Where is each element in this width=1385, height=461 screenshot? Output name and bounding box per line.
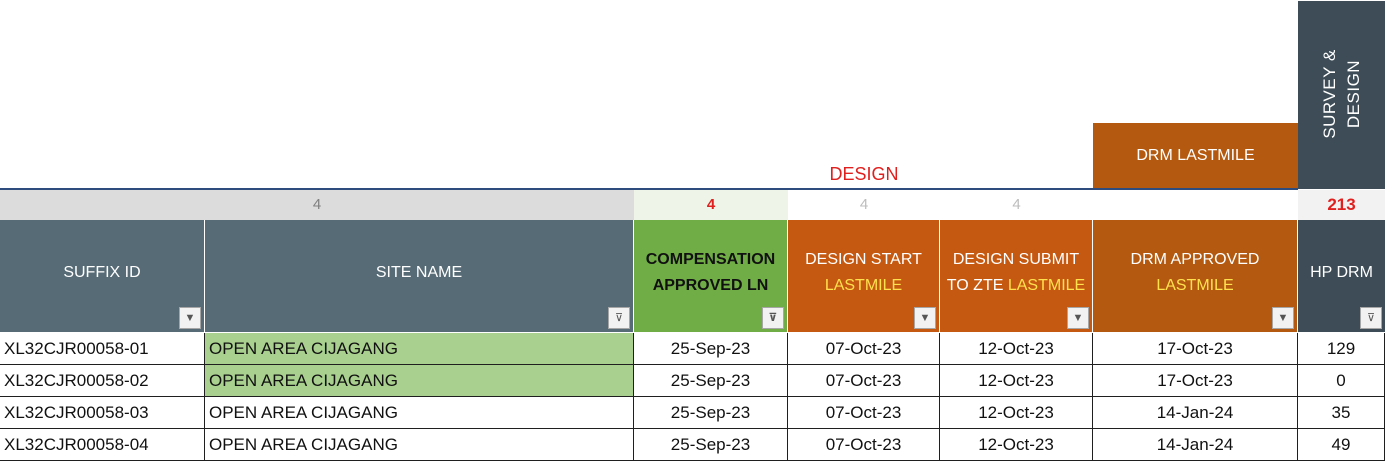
compensation-cell[interactable]: 25-Sep-23 [634, 365, 788, 397]
design-start-header-line2: LASTMILE [824, 277, 903, 294]
compensation-cell[interactable]: 25-Sep-23 [634, 333, 788, 365]
hp-drm-cell[interactable]: 35 [1298, 397, 1385, 429]
filter-dropdown-icon[interactable]: ▼ [179, 307, 201, 329]
column-header-design-submit [940, 220, 1093, 332]
suffix-id-cell[interactable]: XL32CJR00058-01 [0, 333, 205, 365]
design-submit-header-line1: DESIGN SUBMIT [952, 251, 1080, 268]
hp-drm-count: 213 [1298, 190, 1385, 220]
site-name-cell[interactable]: OPEN AREA CIJAGANG [205, 397, 634, 429]
design-start-cell[interactable]: 07-Oct-23 [788, 397, 940, 429]
suffix-id-cell[interactable]: XL32CJR00058-03 [0, 397, 205, 429]
survey-design-group [1298, 1, 1385, 189]
hp-drm-cell[interactable]: 49 [1298, 429, 1385, 461]
column-header-site-name [205, 220, 634, 332]
site-name-cell[interactable]: OPEN AREA CIJAGANG [205, 429, 634, 461]
drm-approved-cell[interactable]: 14-Jan-24 [1093, 397, 1298, 429]
drm-approved-cell[interactable]: 17-Oct-23 [1093, 333, 1298, 365]
suffix-id-cell[interactable]: XL32CJR00058-04 [0, 429, 205, 461]
design-start-cell[interactable]: 07-Oct-23 [788, 429, 940, 461]
design-group-label: DESIGN [788, 160, 940, 190]
site-name-cell[interactable]: OPEN AREA CIJAGANG [205, 333, 634, 365]
design-submit-header-line2a: TO ZTE [946, 277, 1008, 294]
filter-dropdown-icon[interactable]: ▼ [1067, 307, 1089, 329]
design-submit-header-line2 [947, 273, 1085, 299]
table-row [0, 365, 1385, 397]
compensation-cell[interactable]: 25-Sep-23 [634, 397, 788, 429]
filter-active-icon[interactable]: ⊽ [608, 307, 630, 329]
filter-dropdown-icon[interactable]: ▼ [1272, 307, 1294, 329]
compensation-header-line2: APPROVED LN [652, 277, 769, 294]
column-header-hp-drm [1298, 220, 1385, 332]
table-row [0, 333, 1385, 365]
survey-label-line2: DESIGN [1343, 59, 1363, 129]
design-submit-cell[interactable]: 12-Oct-23 [940, 429, 1093, 461]
design-start-cell[interactable]: 07-Oct-23 [788, 333, 940, 365]
design-submit-cell[interactable]: 12-Oct-23 [940, 397, 1093, 429]
table-row [0, 397, 1385, 429]
filter-dropdown-icon[interactable]: ▼ [914, 307, 936, 329]
suffix-id-header-label: SUFFIX ID [63, 264, 141, 281]
table-row [0, 429, 1385, 461]
suffix-count: 4 [0, 190, 634, 220]
column-header-drm-approved [1093, 220, 1298, 332]
column-header-compensation [634, 220, 788, 332]
drm-approved-cell[interactable]: 14-Jan-24 [1093, 429, 1298, 461]
site-name-cell[interactable]: OPEN AREA CIJAGANG [205, 365, 634, 397]
drm-approved-cell[interactable]: 17-Oct-23 [1093, 365, 1298, 397]
design-submit-header-line2b: LASTMILE [1007, 277, 1086, 294]
filter-active-icon[interactable]: ⊽ [1360, 307, 1382, 329]
hp-drm-cell[interactable]: 0 [1298, 365, 1385, 397]
site-name-header-label: SITE NAME [375, 264, 463, 281]
hp-drm-header-label: HP DRM [1310, 264, 1373, 281]
design-submit-cell[interactable]: 12-Oct-23 [940, 333, 1093, 365]
design-submit-cell[interactable]: 12-Oct-23 [940, 365, 1093, 397]
column-header-suffix-id [0, 220, 205, 332]
filter-active-icon[interactable]: ⊽ [762, 307, 784, 329]
drm-approved-header-line2: LASTMILE [1156, 277, 1234, 294]
compensation-cell[interactable]: 25-Sep-23 [634, 429, 788, 461]
suffix-id-cell[interactable]: XL32CJR00058-02 [0, 365, 205, 397]
compensation-header-line1: COMPENSATION [645, 251, 776, 268]
count-row [0, 190, 1385, 220]
compensation-count: 4 [634, 190, 788, 220]
design-submit-count: 4 [1012, 196, 1021, 213]
drm-approved-header-line1: DRM APPROVED [1130, 251, 1260, 268]
drm-lastmile-group-label: DRM LASTMILE [1093, 123, 1298, 189]
design-start-header-line1: DESIGN START [805, 251, 922, 268]
column-header-design-start [788, 220, 940, 332]
hp-drm-cell[interactable]: 129 [1298, 333, 1385, 365]
survey-label-line1: SURVEY & [1319, 49, 1339, 139]
design-start-count: 4 [859, 196, 869, 213]
survey-design-label [1318, 49, 1366, 138]
design-start-cell[interactable]: 07-Oct-23 [788, 365, 940, 397]
